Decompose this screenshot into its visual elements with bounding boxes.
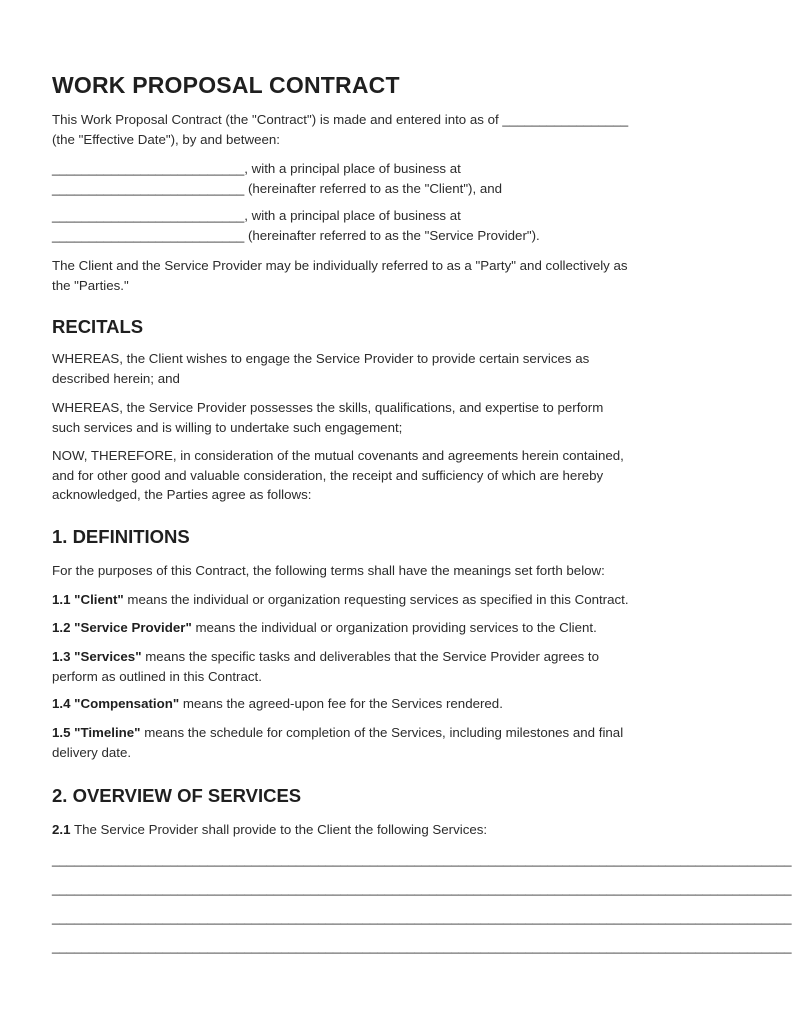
parties-definition-line-2: the "Parties." bbox=[52, 277, 129, 293]
definition-term: 1.5 "Timeline" bbox=[52, 725, 141, 740]
intro-line-1: This Work Proposal Contract (the "Contract") is made and entered into as of _________________ bbox=[52, 112, 629, 127]
definition-1-1-line bbox=[52, 590, 716, 610]
definition-1-3 bbox=[52, 647, 716, 686]
intro-line-2: (the "Effective Date"), by and between: bbox=[52, 131, 280, 147]
clause-number: 2.1 bbox=[52, 822, 71, 837]
clause-text: The Service Provider shall provide to the Client the following Services: bbox=[70, 822, 488, 837]
service-blank-line-2[interactable]: ____________________________________________________________________________________________________ bbox=[52, 881, 792, 896]
client-party-line-2: __________________________ (hereinafter referred to as the "Client"), and bbox=[52, 180, 503, 196]
definition-term: 1.3 "Services" bbox=[52, 649, 142, 664]
service-blank-line-4[interactable]: ____________________________________________________________________________________________________ bbox=[52, 939, 792, 954]
document-title: WORK PROPOSAL CONTRACT bbox=[52, 72, 400, 98]
overview-heading: 2. OVERVIEW OF SERVICES bbox=[52, 785, 302, 806]
now-therefore bbox=[52, 446, 716, 505]
clause-2-1-line bbox=[52, 820, 716, 840]
intro-paragraph bbox=[52, 110, 716, 149]
definitions-intro-line: For the purposes of this Contract, the following terms shall have the meanings set forth below: bbox=[52, 563, 605, 578]
definition-1-2 bbox=[52, 618, 716, 638]
definition-text: means the specific tasks and deliverables that the Service Provider agrees to bbox=[141, 649, 600, 664]
definition-1-4 bbox=[52, 694, 716, 714]
whereas-2 bbox=[52, 398, 716, 437]
definitions-heading: 1. DEFINITIONS bbox=[52, 526, 190, 547]
definition-text: means the individual or organization requesting services as specified in this Contract. bbox=[123, 592, 629, 607]
definition-1-3-line-1 bbox=[52, 647, 716, 667]
clause-2-1 bbox=[52, 820, 716, 840]
definition-1-5 bbox=[52, 723, 716, 762]
now-therefore-line-1: NOW, THEREFORE, in consideration of the mutual covenants and agreements herein contained, bbox=[52, 448, 624, 463]
definition-1-5-line-2: delivery date. bbox=[52, 744, 132, 760]
definition-1-2-line bbox=[52, 618, 716, 638]
whereas-1-line-1: WHEREAS, the Client wishes to engage the Service Provider to provide certain services as bbox=[52, 351, 590, 366]
definition-1-1 bbox=[52, 590, 716, 610]
client-party-line-1: __________________________, with a principal place of business at bbox=[52, 161, 461, 176]
service-blank-line-3[interactable]: ____________________________________________________________________________________________________ bbox=[52, 910, 792, 925]
definition-text: means the individual or organization providing services to the Client. bbox=[191, 620, 597, 635]
provider-party-line-1: __________________________, with a principal place of business at bbox=[52, 208, 461, 223]
parties-definition bbox=[52, 256, 716, 295]
definition-term: 1.4 "Compensation" bbox=[52, 696, 180, 711]
definition-text: means the schedule for completion of the Services, including milestones and final bbox=[140, 725, 624, 740]
whereas-2-line-1: WHEREAS, the Service Provider possesses the skills, qualifications, and expertise to perform bbox=[52, 400, 604, 415]
definition-term: 1.2 "Service Provider" bbox=[52, 620, 192, 635]
now-therefore-line-2: and for other good and valuable consideration, the receipt and sufficiency of which are hereby bbox=[52, 467, 604, 483]
client-party-block bbox=[52, 159, 716, 198]
parties-definition-line-1: The Client and the Service Provider may be individually referred to as a "Party" and collectively as bbox=[52, 258, 628, 273]
definitions-intro bbox=[52, 561, 716, 581]
recitals-heading: RECITALS bbox=[52, 316, 144, 337]
whereas-1-line-2: described herein; and bbox=[52, 370, 180, 386]
definition-term: 1.1 "Client" bbox=[52, 592, 124, 607]
now-therefore-line-3: acknowledged, the Parties agree as follows: bbox=[52, 487, 312, 502]
definition-1-3-line-2: perform as outlined in this Contract. bbox=[52, 668, 262, 684]
provider-party-block bbox=[52, 206, 716, 245]
whereas-1 bbox=[52, 349, 716, 388]
definition-1-5-line-1 bbox=[52, 723, 716, 743]
provider-party-line-2: __________________________ (hereinafter referred to as the "Service Provider"). bbox=[52, 227, 540, 243]
definition-text: means the agreed-upon fee for the Services rendered. bbox=[179, 696, 503, 711]
service-blank-line-1[interactable]: ____________________________________________________________________________________________________ bbox=[52, 852, 792, 867]
whereas-2-line-2: such services and is willing to undertake such engagement; bbox=[52, 419, 403, 435]
definition-1-4-line bbox=[52, 694, 716, 714]
